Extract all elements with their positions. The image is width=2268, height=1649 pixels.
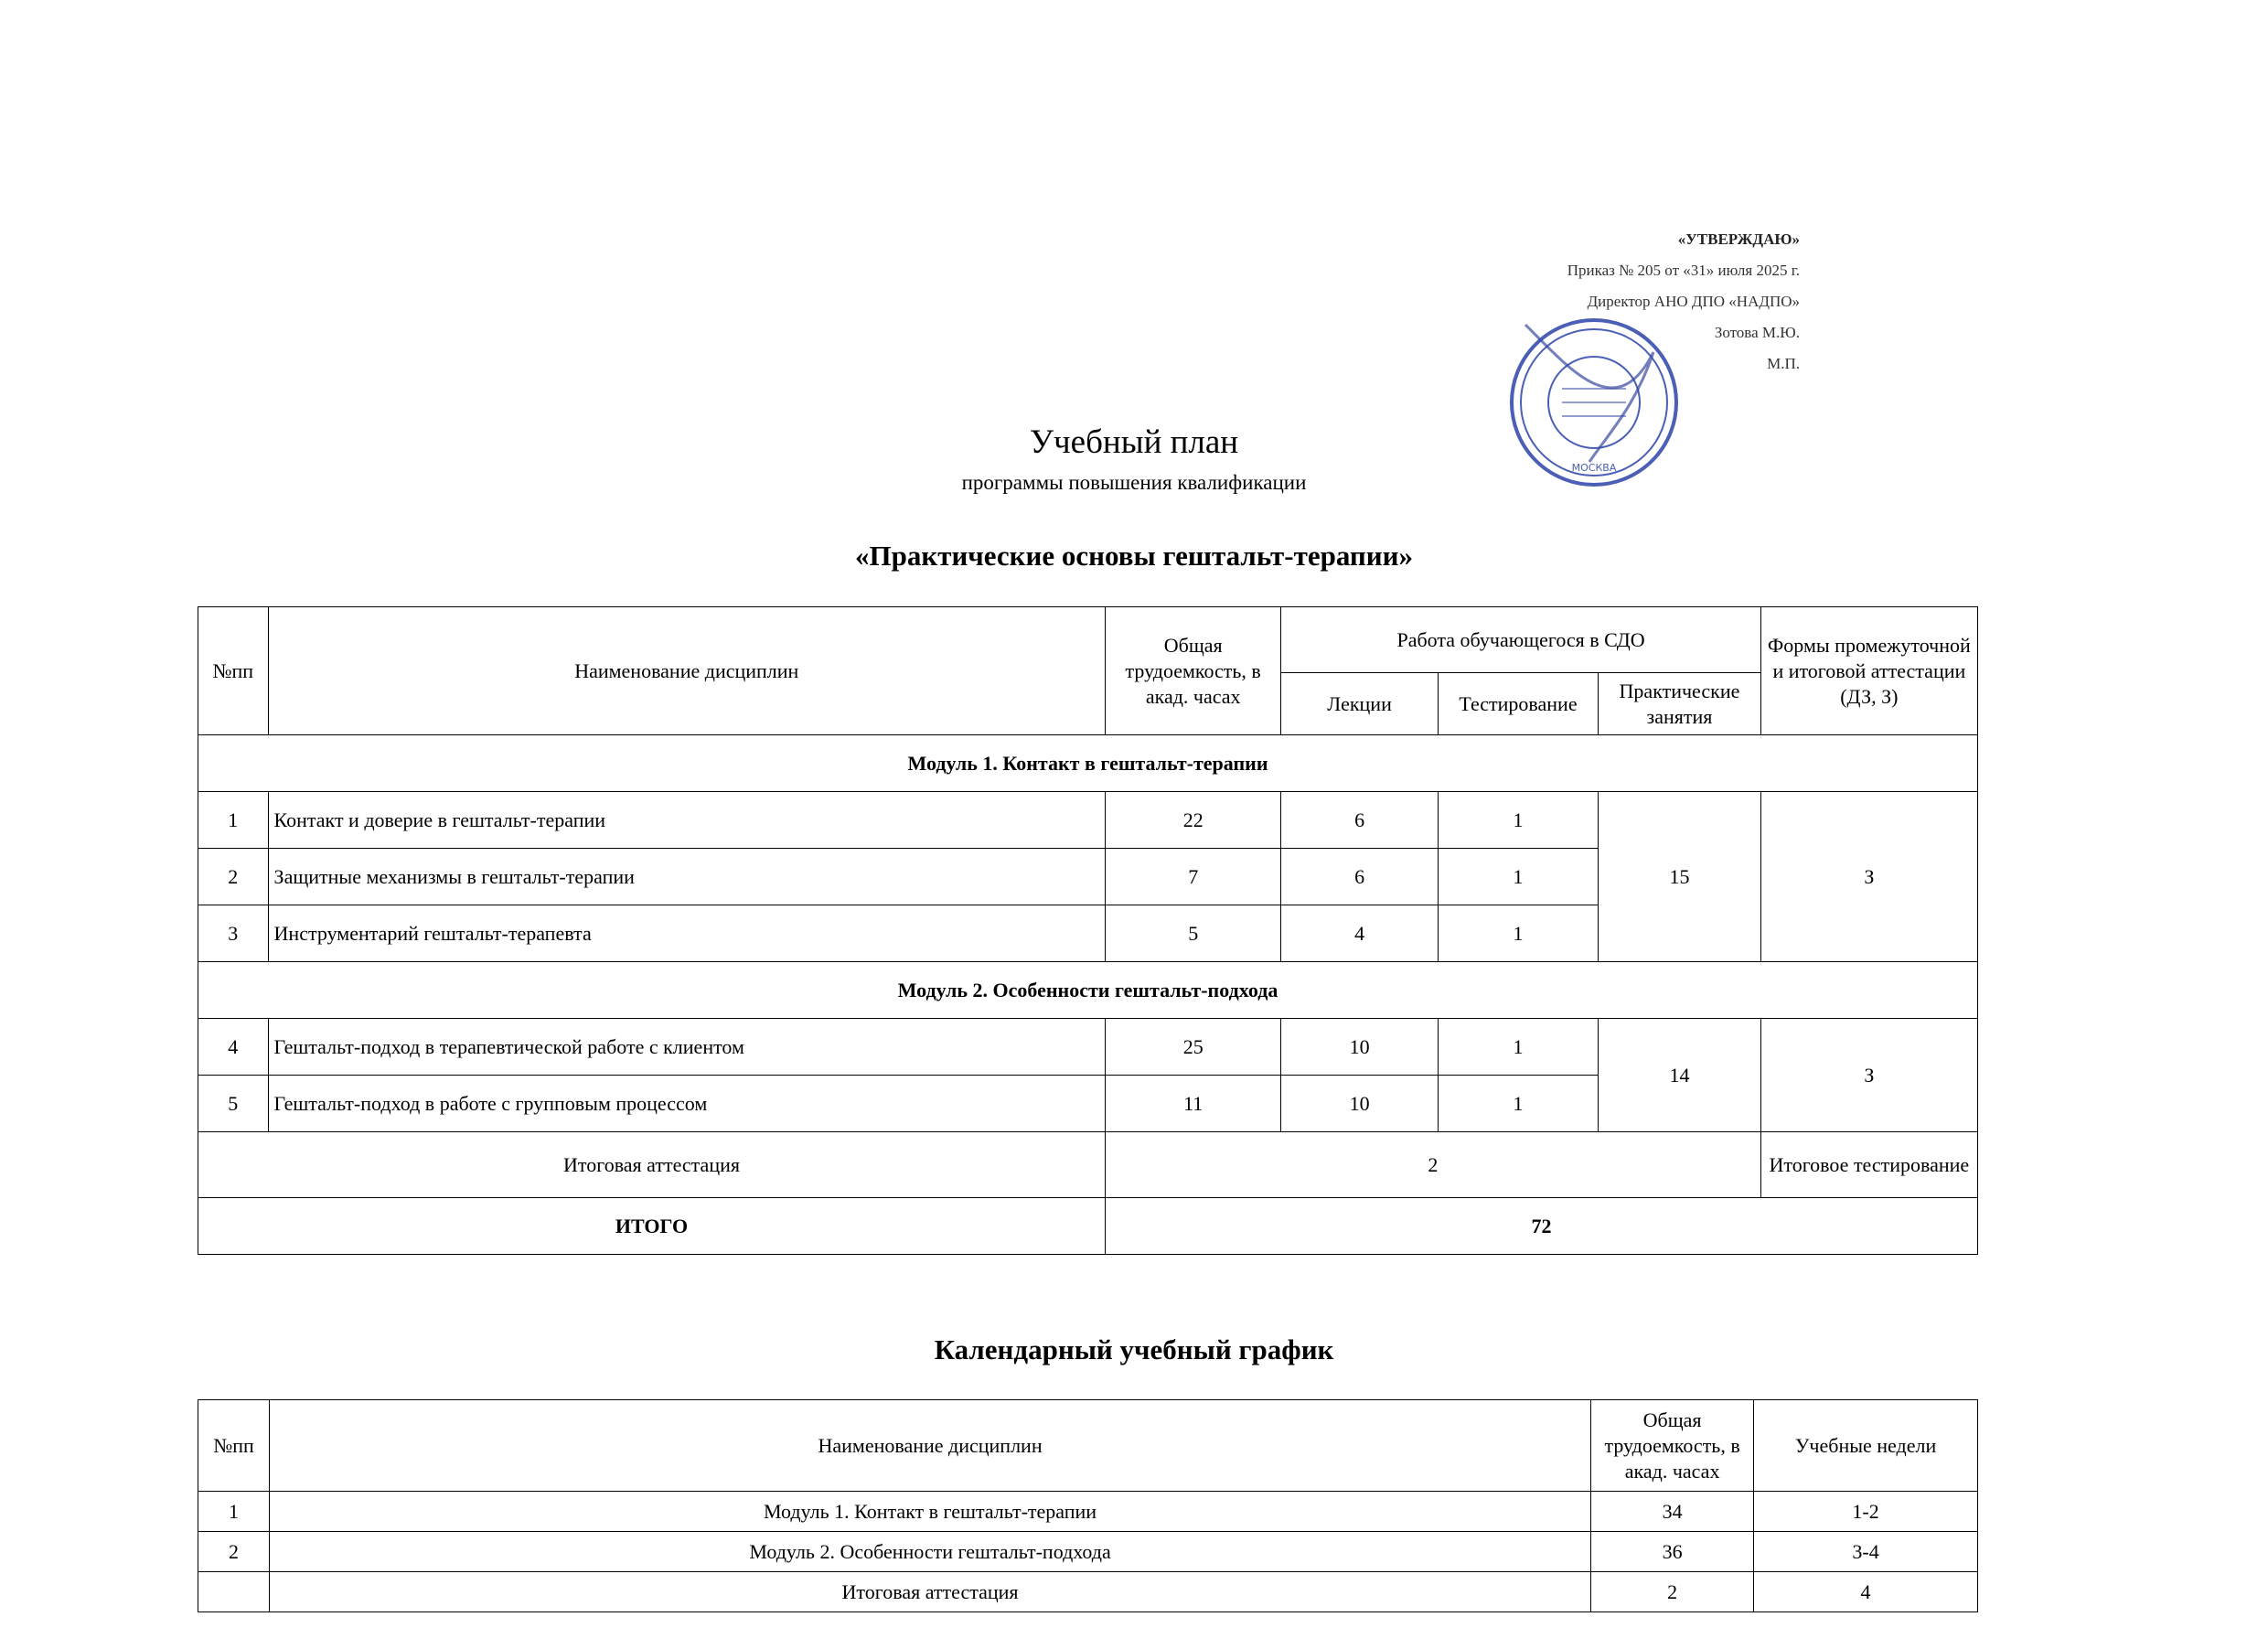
row-total: 7 bbox=[1105, 849, 1280, 905]
approval-order: Приказ № 205 от «31» июля 2025 г. bbox=[1567, 262, 1800, 279]
module-2-title: Модуль 2. Особенности гештальт-подхода bbox=[198, 962, 1978, 1019]
header-forms: Формы промежуточной и итоговой аттестации (ДЗ, З) bbox=[1760, 607, 1977, 735]
row-name: Контакт и доверие в гештальт-терапии bbox=[268, 792, 1105, 849]
table-row bbox=[198, 1572, 1978, 1612]
module-2-practice: 14 bbox=[1599, 1019, 1761, 1132]
cal-row-num bbox=[198, 1572, 270, 1612]
cal-row-total: 36 bbox=[1591, 1532, 1754, 1572]
header-name: Наименование дисциплин bbox=[268, 607, 1105, 735]
approval-heading: «УТВЕРЖДАЮ» bbox=[1677, 230, 1800, 248]
header-work: Работа обучающегося в СДО bbox=[1281, 607, 1760, 673]
row-name: Инструментарий гештальт-терапевта bbox=[268, 905, 1105, 962]
approval-seal-place: М.П. bbox=[1767, 355, 1800, 372]
page-title: Учебный план bbox=[1029, 423, 1239, 461]
row-num: 5 bbox=[198, 1076, 269, 1132]
cal-header-num: №пп bbox=[198, 1400, 270, 1492]
row-total: 22 bbox=[1105, 792, 1280, 849]
cal-header-name: Наименование дисциплин bbox=[269, 1400, 1590, 1492]
cal-row-name: Модуль 1. Контакт в гештальт-терапии bbox=[269, 1492, 1590, 1532]
cal-row-num: 2 bbox=[198, 1532, 270, 1572]
cal-row-name: Модуль 2. Особенности гештальт-подхода bbox=[269, 1532, 1590, 1572]
row-lectures: 10 bbox=[1281, 1076, 1438, 1132]
table-row bbox=[198, 792, 1978, 849]
row-lectures: 6 bbox=[1281, 792, 1438, 849]
row-testing: 1 bbox=[1438, 905, 1598, 962]
row-lectures: 6 bbox=[1281, 849, 1438, 905]
cal-header-total: Общая трудоемкость, в акад. часах bbox=[1591, 1400, 1754, 1492]
final-attestation-hours: 2 bbox=[1105, 1132, 1760, 1198]
official-stamp bbox=[1507, 316, 1681, 489]
cal-header-weeks: Учебные недели bbox=[1754, 1400, 1978, 1492]
row-total: 25 bbox=[1105, 1019, 1280, 1076]
module-1-title: Модуль 1. Контакт в гештальт-терапии bbox=[198, 735, 1978, 792]
row-num: 3 bbox=[198, 905, 269, 962]
cal-row-total: 2 bbox=[1591, 1572, 1754, 1612]
row-total: 11 bbox=[1105, 1076, 1280, 1132]
row-num: 2 bbox=[198, 849, 269, 905]
calendar-title: Календарный учебный график bbox=[934, 1333, 1334, 1365]
row-total: 5 bbox=[1105, 905, 1280, 962]
approval-director: Директор АНО ДПО «НАДПО» bbox=[1587, 293, 1800, 310]
cal-row-total: 34 bbox=[1591, 1492, 1754, 1532]
total-label: ИТОГО bbox=[198, 1198, 1106, 1255]
curriculum-table bbox=[198, 606, 1978, 1255]
module-2-form: З bbox=[1760, 1019, 1977, 1132]
row-testing: 1 bbox=[1438, 792, 1598, 849]
cal-row-num: 1 bbox=[198, 1492, 270, 1532]
approval-name: Зотова М.Ю. bbox=[1714, 324, 1800, 341]
program-name: «Практические основы гештальт-терапии» bbox=[855, 540, 1413, 572]
final-attestation-form: Итоговое тестирование bbox=[1760, 1132, 1977, 1198]
row-num: 4 bbox=[198, 1019, 269, 1076]
cal-row-name: Итоговая аттестация bbox=[269, 1572, 1590, 1612]
header-num: №пп bbox=[198, 607, 269, 735]
row-num: 1 bbox=[198, 792, 269, 849]
table-row bbox=[198, 1019, 1978, 1076]
total-hours: 72 bbox=[1105, 1198, 1977, 1255]
row-name: Защитные механизмы в гештальт-терапии bbox=[268, 849, 1105, 905]
row-testing: 1 bbox=[1438, 1019, 1598, 1076]
cal-row-weeks: 3-4 bbox=[1754, 1532, 1978, 1572]
table-row bbox=[198, 1532, 1978, 1572]
row-testing: 1 bbox=[1438, 1076, 1598, 1132]
svg-text:МОСКВА: МОСКВА bbox=[1571, 462, 1617, 474]
table-row bbox=[198, 1492, 1978, 1532]
calendar-table bbox=[198, 1399, 1978, 1612]
page-subtitle: программы повышения квалификации bbox=[961, 471, 1307, 494]
row-testing: 1 bbox=[1438, 849, 1598, 905]
module-1-form: З bbox=[1760, 792, 1977, 962]
row-name: Гештальт-подход в работе с групповым процессом bbox=[268, 1076, 1105, 1132]
header-practice: Практические занятия bbox=[1599, 673, 1761, 735]
row-lectures: 4 bbox=[1281, 905, 1438, 962]
final-attestation-label: Итоговая аттестация bbox=[198, 1132, 1106, 1198]
cal-row-weeks: 4 bbox=[1754, 1572, 1978, 1612]
header-lectures: Лекции bbox=[1281, 673, 1438, 735]
row-lectures: 10 bbox=[1281, 1019, 1438, 1076]
header-testing: Тестирование bbox=[1438, 673, 1598, 735]
row-name: Гештальт-подход в терапевтической работе с клиентом bbox=[268, 1019, 1105, 1076]
cal-row-weeks: 1-2 bbox=[1754, 1492, 1978, 1532]
module-1-practice: 15 bbox=[1599, 792, 1761, 962]
header-total: Общая трудоемкость, в акад. часах bbox=[1105, 607, 1280, 735]
